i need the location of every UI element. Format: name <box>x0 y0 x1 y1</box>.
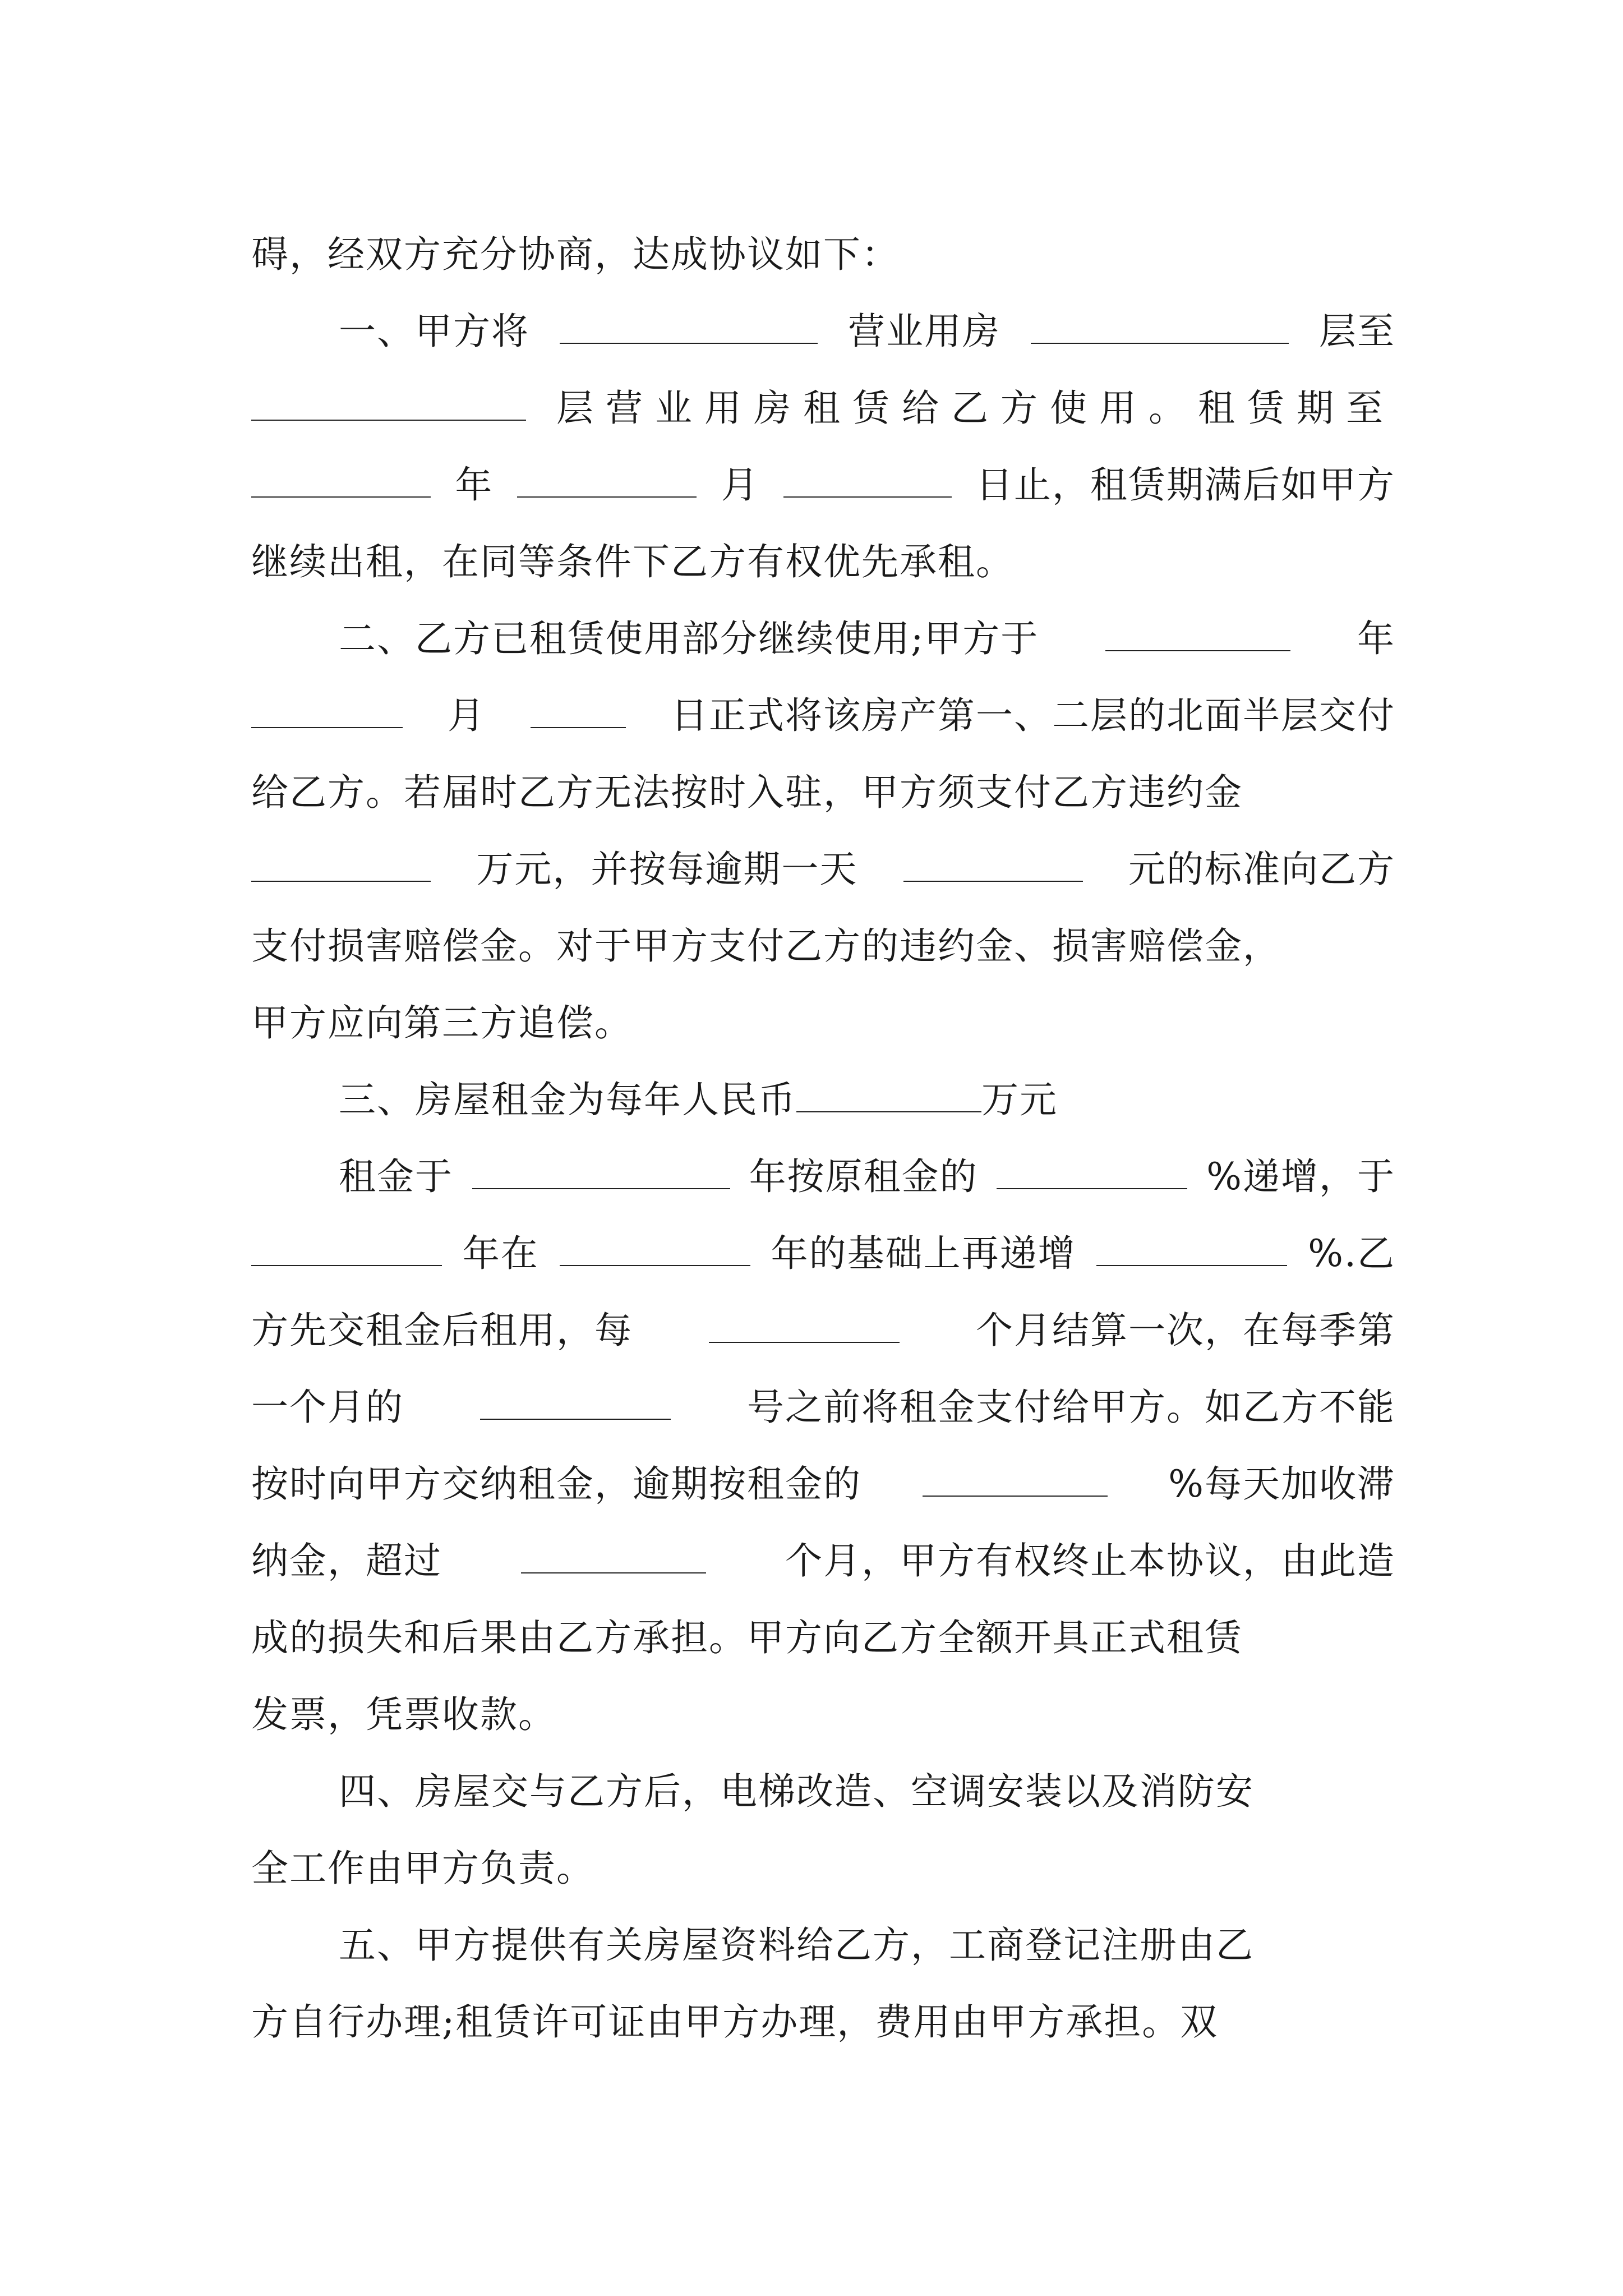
text-segment: 三、房屋租金为每年人民币 <box>339 1078 796 1121</box>
text-line <box>251 984 1395 1061</box>
text-segment: %递增，于 <box>1206 1155 1395 1198</box>
text-line <box>251 677 1395 754</box>
text-segment: 万元 <box>981 1078 1058 1121</box>
text-line <box>251 1369 1395 1446</box>
text-segment: 一个月的 <box>251 1386 404 1429</box>
fill-blank[interactable] <box>472 1154 730 1189</box>
text-line <box>251 831 1395 908</box>
text-line <box>251 1984 1395 2060</box>
fill-blank[interactable] <box>1096 1231 1287 1266</box>
text-segment: 个月，甲方有权终止本协议，由此造 <box>785 1539 1395 1582</box>
text-line <box>251 370 1395 447</box>
clause-1-line <box>251 293 1395 370</box>
text-segment: 方自行办理;租赁许可证由甲方办理，费用由甲方承担。双 <box>251 2000 1219 2044</box>
text-segment: 层至 <box>1319 310 1395 353</box>
text-segment: 碍，经双方充分协商，达成协议如下： <box>251 233 900 276</box>
fill-blank[interactable] <box>1105 616 1290 651</box>
text-segment: 五、甲方提供有关房屋资料给乙方，工商登记注册由乙 <box>339 1924 1254 1967</box>
contract-body <box>251 216 1395 2060</box>
text-line <box>251 216 1395 293</box>
text-segment: 号之前将租金支付给甲方。如乙方不能 <box>747 1386 1395 1429</box>
fill-blank[interactable] <box>923 1462 1108 1497</box>
text-segment: 年 <box>455 463 494 507</box>
clause-4-line <box>251 1753 1395 1830</box>
fill-blank[interactable] <box>796 1078 981 1112</box>
text-segment: 一、甲方将 <box>339 310 529 353</box>
fill-blank[interactable] <box>783 463 952 498</box>
fill-blank[interactable] <box>903 847 1083 882</box>
text-line <box>251 447 1395 523</box>
fill-blank[interactable] <box>997 1154 1187 1189</box>
text-segment: 甲方应向第三方追偿。 <box>251 1001 633 1045</box>
text-segment: 月 <box>448 694 486 737</box>
text-segment: 年在 <box>462 1232 539 1275</box>
text-segment: %每天加收滞 <box>1168 1462 1395 1506</box>
text-line <box>251 1830 1395 1907</box>
text-segment: 继续出租，在同等条件下乙方有权优先承租。 <box>251 540 1014 583</box>
text-segment: 日正式将该房产第一、二层的北面半层交付 <box>671 694 1395 737</box>
text-segment: 给乙方。若届时乙方无法按时入驻，甲方须支付乙方违约金 <box>251 771 1243 814</box>
fill-blank[interactable] <box>251 693 403 728</box>
text-segment: 营业用房 <box>848 310 1000 353</box>
clause-3-line <box>251 1061 1395 1138</box>
text-segment: 个月结算一次，在每季第 <box>976 1309 1395 1352</box>
fill-blank[interactable] <box>251 463 431 498</box>
text-line <box>251 1676 1395 1753</box>
fill-blank[interactable] <box>521 1539 706 1573</box>
text-line <box>251 1292 1395 1369</box>
fill-blank[interactable] <box>480 1385 671 1420</box>
fill-blank[interactable] <box>1031 309 1289 344</box>
text-segment: 方先交租金后租用，每 <box>251 1309 633 1352</box>
text-line <box>251 1446 1395 1522</box>
text-line <box>251 523 1395 600</box>
text-segment: 租金于 <box>339 1155 453 1198</box>
fill-blank[interactable] <box>560 309 818 344</box>
text-segment: 成的损失和后果由乙方承担。甲方向乙方全额开具正式租赁 <box>251 1616 1243 1659</box>
fill-blank[interactable] <box>531 693 626 728</box>
clause-5-line <box>251 1907 1395 1984</box>
text-segment: 月 <box>721 463 759 507</box>
text-line <box>251 1599 1395 1676</box>
text-line <box>251 1522 1395 1599</box>
text-segment: 发票，凭票收款。 <box>251 1693 556 1736</box>
text-segment: 层营业用房租赁给乙方使用。租赁期至 <box>556 386 1395 430</box>
fill-blank[interactable] <box>709 1308 900 1343</box>
text-segment: 按时向甲方交纳租金，逾期按租金的 <box>251 1462 861 1506</box>
fill-blank[interactable] <box>251 1231 442 1266</box>
text-line <box>251 908 1395 984</box>
text-segment: 日止，租赁期满后如甲方 <box>975 463 1395 507</box>
text-segment: %.乙 <box>1308 1232 1395 1275</box>
text-segment: 年 <box>1357 617 1395 660</box>
text-segment: 四、房屋交与乙方后，电梯改造、空调安装以及消防安 <box>339 1770 1254 1813</box>
text-segment: 年按原租金的 <box>749 1155 978 1198</box>
text-segment: 支付损害赔偿金。对于甲方支付乙方的违约金、损害赔偿金， <box>251 924 1281 968</box>
fill-blank[interactable] <box>560 1231 750 1266</box>
text-line <box>251 1215 1395 1292</box>
text-segment: 全工作由甲方负责。 <box>251 1847 594 1890</box>
fill-blank[interactable] <box>251 847 431 882</box>
clause-2-line <box>251 600 1395 677</box>
text-line <box>251 1138 1395 1215</box>
fill-blank[interactable] <box>251 386 526 421</box>
text-segment: 纳金，超过 <box>251 1539 442 1582</box>
text-line <box>251 754 1395 831</box>
text-segment: 万元，并按每逾期一天 <box>476 848 858 891</box>
text-segment: 二、乙方已租赁使用部分继续使用;甲方于 <box>339 617 1039 660</box>
fill-blank[interactable] <box>517 463 697 498</box>
text-segment: 元的标准向乙方 <box>1128 848 1395 891</box>
text-segment: 年的基础上再递增 <box>771 1232 1076 1275</box>
